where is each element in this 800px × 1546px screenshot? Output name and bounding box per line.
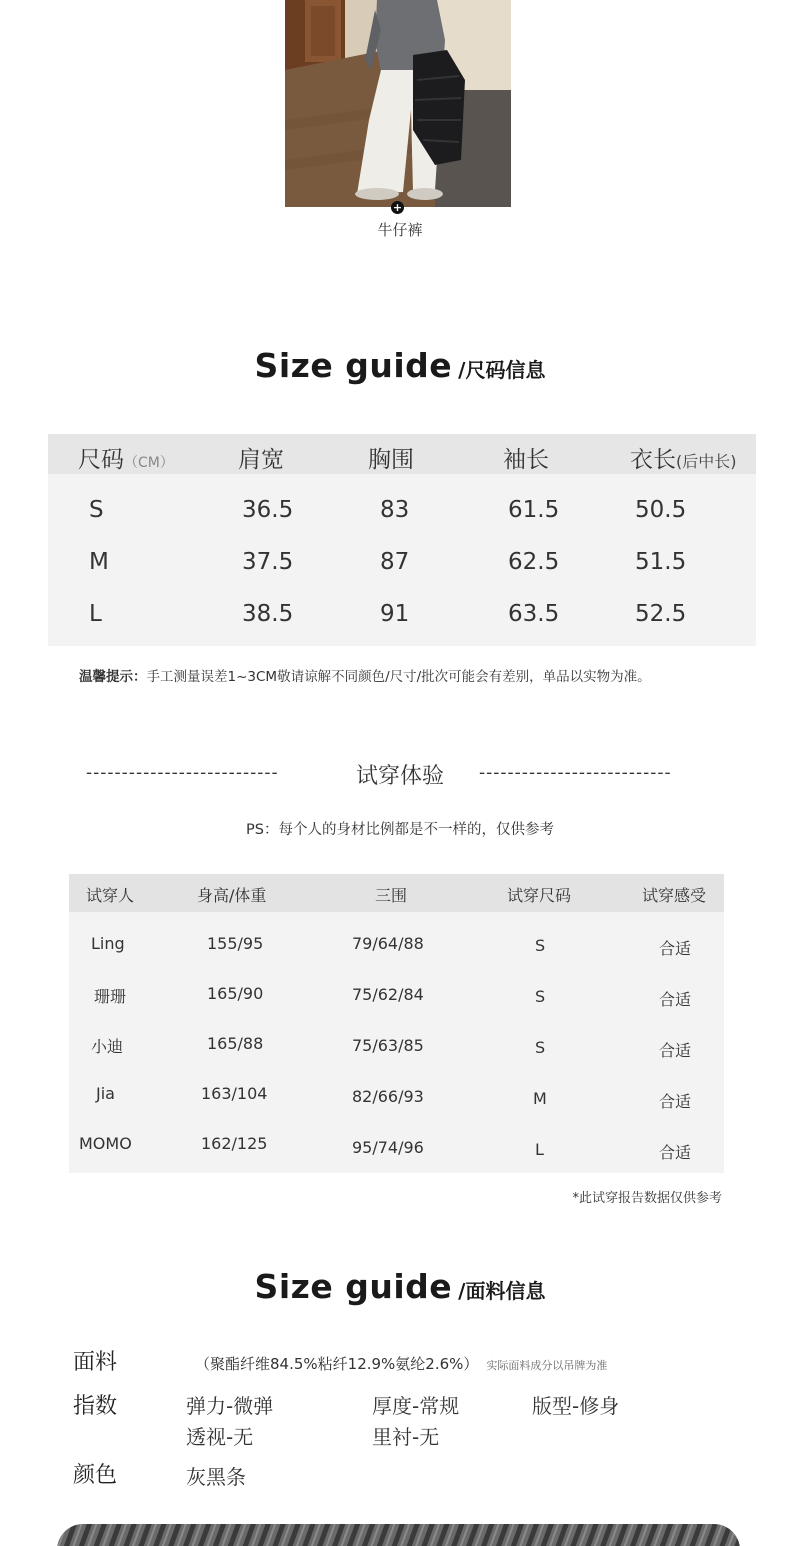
fabric-composition-note: 实际面料成分以吊牌为准 — [486, 1359, 608, 1372]
fabric-title-en: Size guide — [254, 1267, 453, 1306]
header-feeling: 试穿感受 — [642, 886, 707, 905]
try-size: S — [535, 936, 546, 955]
measurements: 95/74/96 — [352, 1138, 424, 1157]
try-size: M — [533, 1089, 547, 1108]
size-label: M — [89, 549, 109, 575]
try-on-ps-note: PS：每个人的身材比例都是不一样的，仅供参考 — [246, 822, 554, 838]
size-guide-title-cn: /尺码信息 — [458, 358, 546, 382]
fabric-composition-value: （聚酯纤维84.5%粘纤12.9%氨纶2.6%） — [195, 1355, 479, 1373]
measurements: 75/62/84 — [352, 985, 424, 1004]
try-on-table — [69, 874, 724, 1173]
divider-right: --------------------------- — [479, 763, 672, 783]
header-length: 衣长(后中长) — [630, 447, 737, 473]
feeling: 合适 — [659, 1041, 692, 1060]
report-note: *此试穿报告数据仅供参考 — [572, 1191, 722, 1206]
measurements: 79/64/88 — [352, 934, 424, 953]
chest-value: 83 — [380, 497, 410, 523]
color-value: 灰黑条 — [186, 1465, 246, 1489]
height-weight: 165/90 — [207, 984, 264, 1003]
size-table — [48, 434, 756, 646]
height-weight: 162/125 — [201, 1134, 268, 1153]
size-guide-title — [0, 346, 800, 385]
elasticity-value: 弹力-微弹 — [186, 1394, 274, 1418]
header-size: 尺码（CM） — [78, 447, 174, 473]
measurement-notice — [79, 665, 651, 685]
try-on-table-header — [69, 874, 724, 912]
add-icon[interactable]: + — [392, 201, 403, 214]
color-label: 颜色 — [73, 1463, 118, 1488]
person-name: MOMO — [79, 1134, 132, 1153]
fabric-composition — [195, 1350, 607, 1374]
thickness-value: 厚度-常规 — [372, 1394, 460, 1418]
fit-value: 版型-修身 — [532, 1394, 620, 1418]
chest-value: 87 — [380, 549, 410, 575]
try-size: L — [535, 1140, 544, 1159]
size-label: L — [89, 601, 102, 627]
fabric-label: 面料 — [73, 1350, 118, 1375]
lining-value: 里衬-无 — [372, 1425, 440, 1449]
shoulder-value: 37.5 — [242, 549, 294, 575]
header-sleeve: 袖长 — [503, 447, 549, 473]
sleeve-value: 61.5 — [508, 497, 560, 523]
height-weight: 165/88 — [207, 1034, 264, 1053]
person-name: 珊珊 — [94, 987, 127, 1006]
try-size: S — [535, 1038, 546, 1057]
feeling: 合适 — [659, 939, 692, 958]
fabric-title-cn: /面料信息 — [458, 1279, 546, 1303]
height-weight: 163/104 — [201, 1084, 268, 1103]
header-measurements: 三围 — [375, 886, 408, 905]
length-value: 51.5 — [635, 549, 687, 575]
notice-text: 手工测量误差1~3CM敬请谅解不同颜色/尺寸/批次可能会有差别，单品以实物为准。 — [146, 669, 651, 685]
header-height-weight: 身高/体重 — [197, 886, 267, 905]
notice-label: 温馨提示： — [79, 669, 147, 685]
person-name: Jia — [96, 1084, 115, 1103]
shoulder-value: 36.5 — [242, 497, 294, 523]
fabric-detail-image — [57, 1524, 740, 1546]
fabric-title — [0, 1267, 800, 1306]
outfit-caption: 牛仔裤 — [377, 221, 423, 239]
height-weight: 155/95 — [207, 934, 264, 953]
length-value: 52.5 — [635, 601, 687, 627]
try-size: S — [535, 987, 546, 1006]
size-table-header — [48, 434, 756, 474]
sleeve-value: 63.5 — [508, 601, 560, 627]
size-guide-title-en: Size guide — [254, 346, 453, 385]
feeling: 合适 — [659, 1092, 692, 1111]
index-label: 指数 — [73, 1394, 118, 1419]
try-on-title: 试穿体验 — [355, 764, 444, 789]
measurements: 75/63/85 — [352, 1036, 424, 1055]
feeling: 合适 — [659, 990, 692, 1009]
person-name: 小迪 — [91, 1037, 124, 1056]
header-shoulder: 肩宽 — [238, 447, 284, 473]
measurements: 82/66/93 — [352, 1087, 424, 1106]
size-label: S — [89, 497, 104, 523]
sleeve-value: 62.5 — [508, 549, 560, 575]
header-try-size: 试穿尺码 — [507, 886, 572, 905]
length-value: 50.5 — [635, 497, 687, 523]
feeling: 合适 — [659, 1143, 692, 1162]
see-through-value: 透视-无 — [186, 1425, 254, 1449]
header-person: 试穿人 — [86, 886, 135, 905]
shoulder-value: 38.5 — [242, 601, 294, 627]
divider-left: --------------------------- — [86, 763, 279, 783]
chest-value: 91 — [380, 601, 410, 627]
outfit-photo — [285, 0, 511, 207]
person-name: Ling — [91, 934, 125, 953]
header-chest: 胸围 — [368, 447, 414, 473]
